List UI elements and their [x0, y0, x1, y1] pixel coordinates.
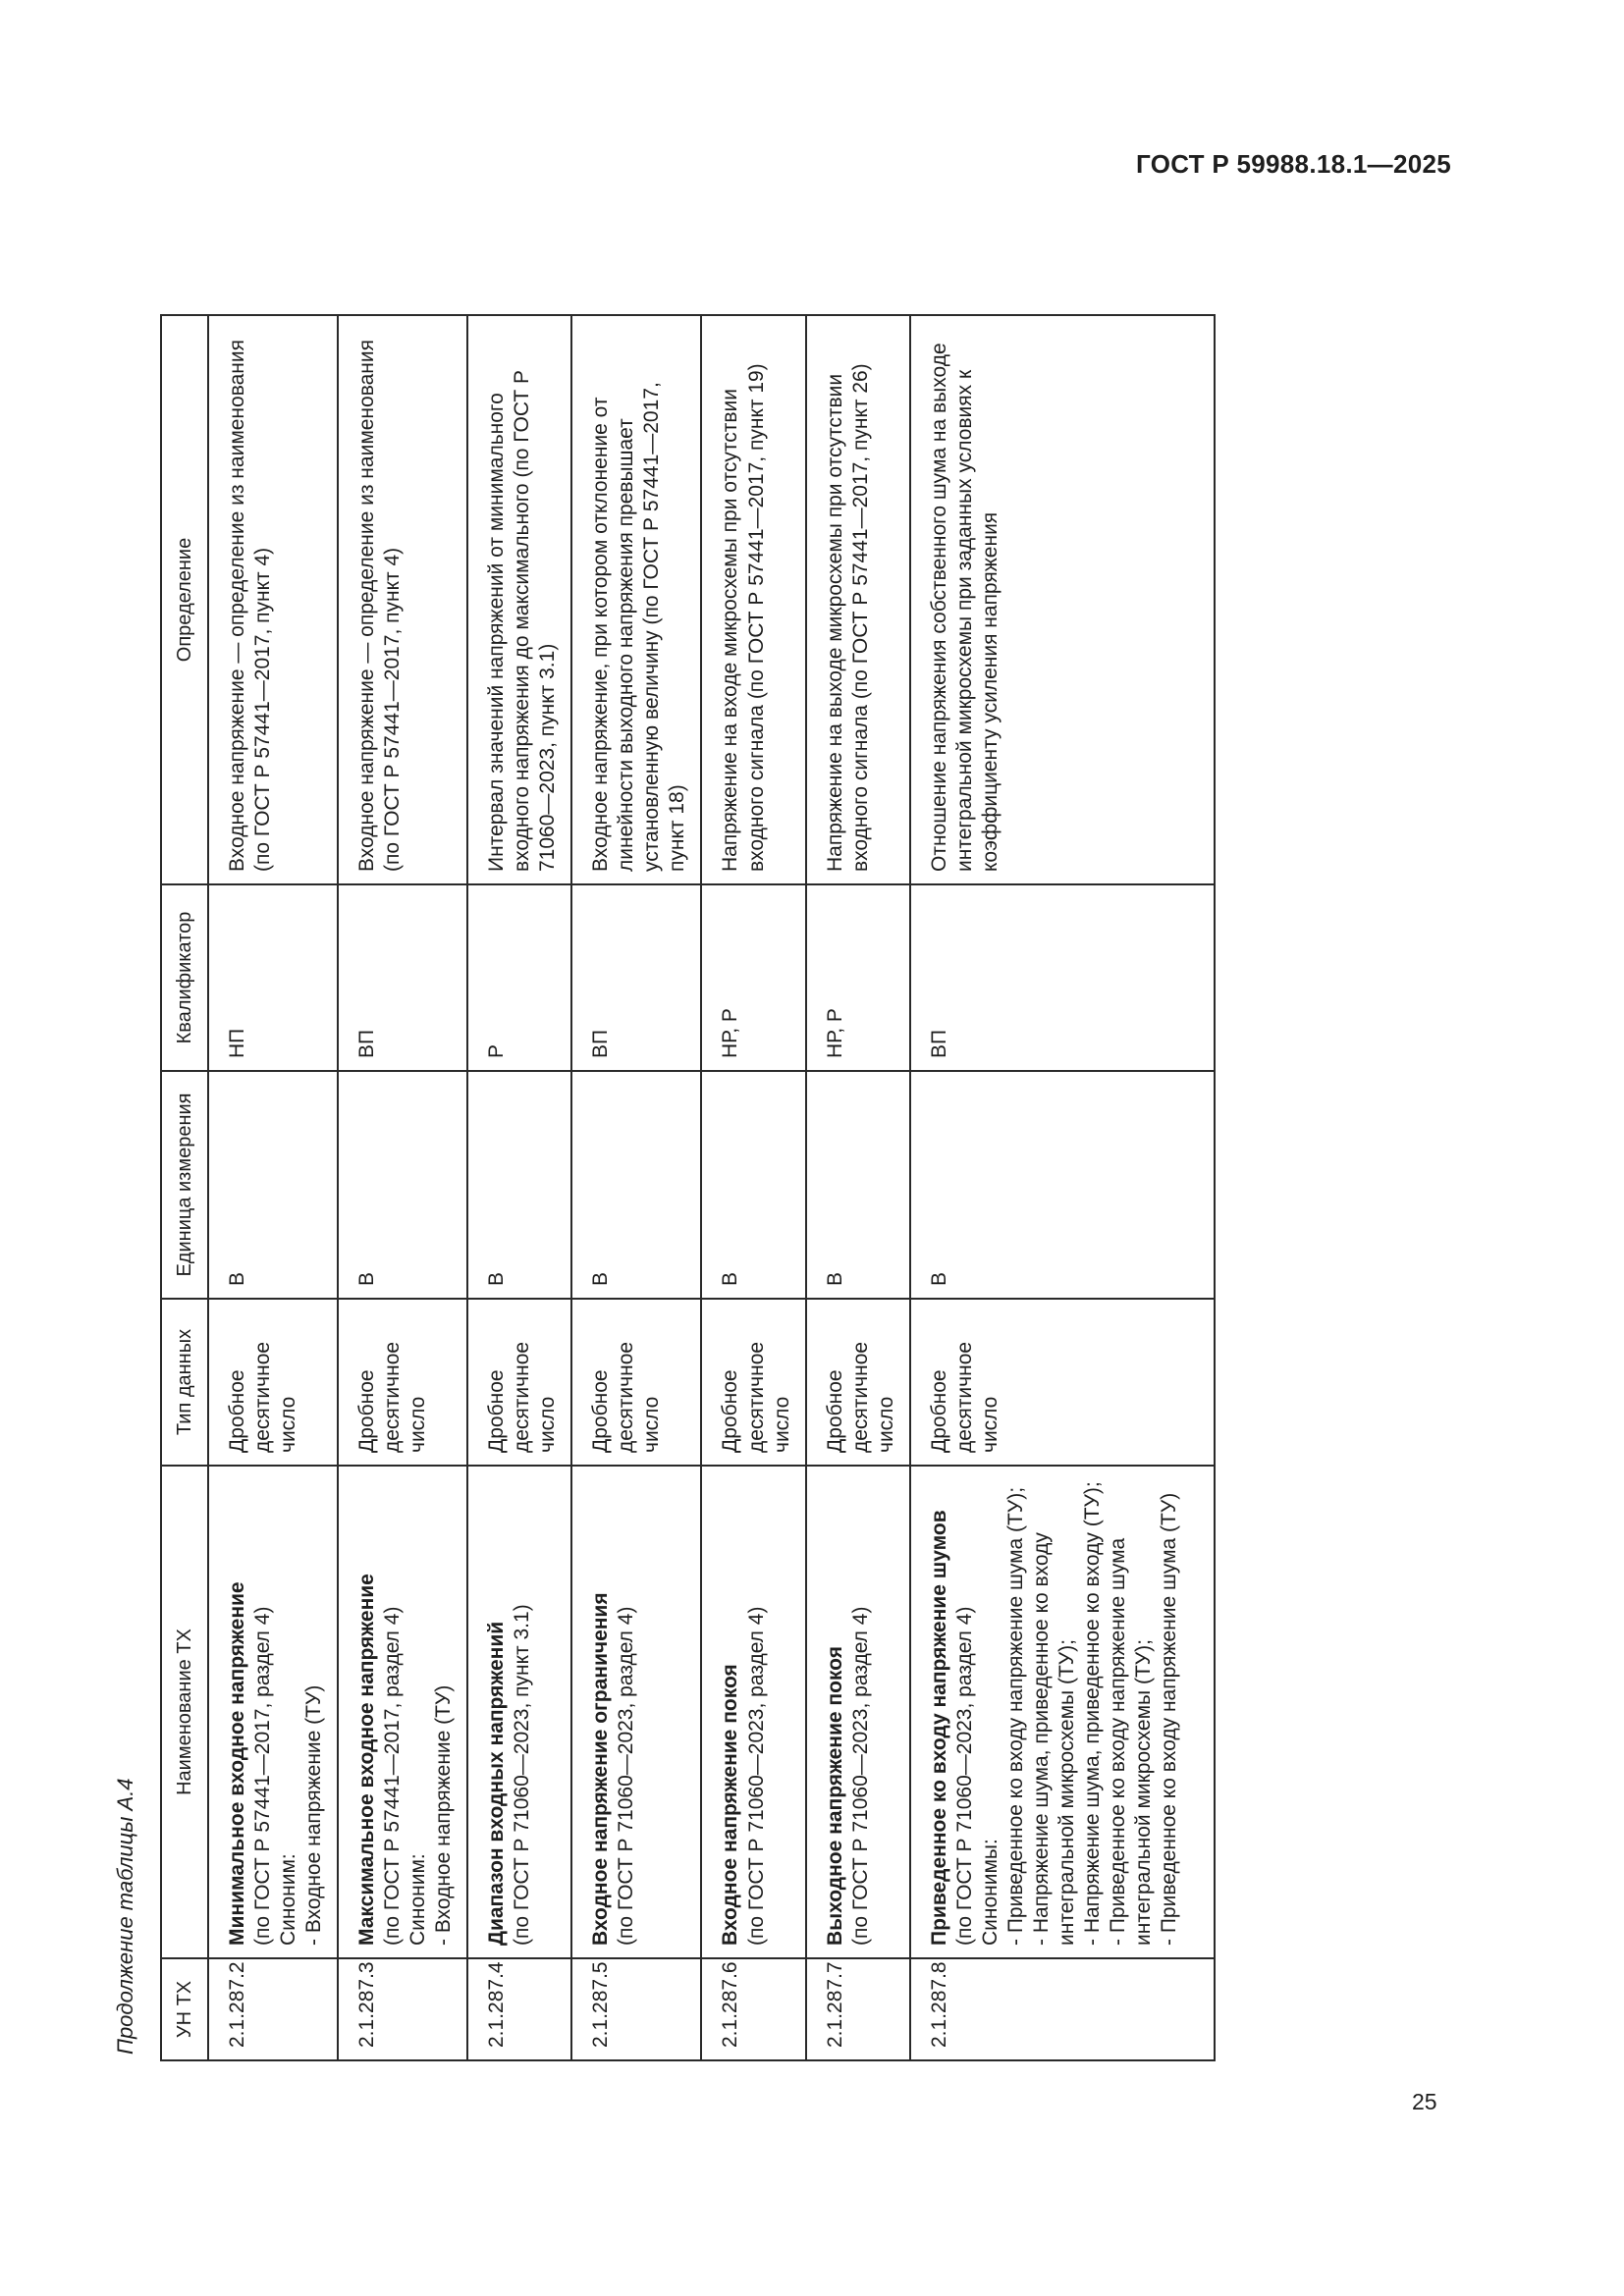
row-id-cell — [208, 1958, 338, 2060]
definition: Входное напряжение — определение из наименования (по ГОСТ Р 57441—2017, пункт 4) — [226, 339, 275, 872]
qualifier: Р — [485, 1043, 509, 1058]
qualifier: ВП — [355, 1029, 379, 1058]
definition: Интервал значений напряжений от минимального входного напряжения до максимального (по ГОСТ Р 71060—2023, пункт 3.1) — [485, 370, 560, 872]
source-reference: (по ГОСТ Р 57441—2017, раздел 4) — [251, 1606, 275, 1946]
row-id: 2.1.287.7 — [823, 1961, 846, 2048]
row-id: 2.1.287.6 — [719, 1961, 742, 2048]
characteristic-name: Выходное напряжение покоя — [823, 1646, 846, 1946]
characteristic-name: Приведенное ко входу напряжение шумов — [927, 1510, 950, 1946]
data-type-cell — [806, 1299, 910, 1466]
column-header: Квалификатор — [161, 884, 208, 1071]
definition: Напряжение на выходе микросхемы при отсутствии входного сигнала (по ГОСТ Р 57441—2017, пункт 26) — [823, 363, 872, 872]
row-id: 2.1.287.4 — [485, 1961, 509, 2048]
unit: В — [355, 1271, 379, 1286]
synonym-item: - Приведенное ко входу напряжение шума (ТУ); — [1003, 1486, 1027, 1946]
characteristics-table — [160, 314, 1216, 2061]
definition-cell — [467, 315, 571, 884]
row-id: 2.1.287.5 — [589, 1961, 613, 2048]
synonyms-label: Синоним: — [277, 1853, 300, 1946]
data-type: Дробное десятичное число — [485, 1341, 560, 1453]
unit-cell — [467, 1071, 571, 1299]
table-row — [338, 315, 467, 2060]
table-row — [701, 315, 805, 2060]
unit-cell — [701, 1071, 805, 1299]
definition: Входное напряжение, при котором отклонение от линейности выходного напряжения превышает установленную величину (по ГОСТ Р 57441—2017, пункт 18) — [589, 382, 689, 872]
source-reference: (по ГОСТ Р 57441—2017, раздел 4) — [381, 1606, 405, 1946]
synonym-item: - Напряжение шума, приведенное ко входу интегральной микросхемы (ТУ); — [1029, 1532, 1078, 1946]
rotated-content — [106, 233, 1422, 2102]
data-type-cell — [571, 1299, 701, 1466]
row-id: 2.1.287.3 — [355, 1961, 379, 2048]
definition: Напряжение на входе микросхемы при отсутствии входного сигнала (по ГОСТ Р 57441—2017, пункт 19) — [719, 363, 768, 872]
table-row — [208, 315, 338, 2060]
row-id-cell — [701, 1958, 805, 2060]
unit-cell — [910, 1071, 1215, 1299]
data-type: Дробное десятичное число — [823, 1341, 897, 1453]
source-reference: (по ГОСТ Р 71060—2023, пункт 3.1) — [511, 1604, 534, 1946]
definition-cell — [338, 315, 467, 884]
synonym-item: - Приведенное ко входу напряжение шума интегральной микросхемы (ТУ); — [1106, 1537, 1155, 1946]
qualifier: НР, Р — [719, 1008, 742, 1058]
name-cell — [571, 1466, 701, 1958]
characteristic-name: Входное напряжение покоя — [719, 1664, 742, 1946]
synonyms-label: Синоним: — [406, 1853, 430, 1946]
unit: В — [823, 1271, 846, 1286]
unit-cell — [806, 1071, 910, 1299]
definition-cell — [910, 315, 1215, 884]
column-header: УН ТХ — [161, 1958, 208, 2060]
source-reference: (по ГОСТ Р 71060—2023, раздел 4) — [744, 1606, 768, 1946]
qualifier: ВП — [589, 1029, 613, 1058]
data-type: Дробное десятичное число — [719, 1341, 793, 1453]
table-row — [467, 315, 571, 2060]
synonyms-label: Синонимы: — [978, 1839, 1001, 1946]
name-cell — [208, 1466, 338, 1958]
qualifier-cell — [806, 884, 910, 1071]
table-row — [806, 315, 910, 2060]
synonym-item: - Входное напряжение (ТУ) — [432, 1684, 456, 1946]
synonym-item: - Входное напряжение (ТУ) — [302, 1684, 326, 1946]
table-row — [571, 315, 701, 2060]
source-reference: (по ГОСТ Р 71060—2023, раздел 4) — [952, 1606, 976, 1946]
qualifier-cell — [467, 884, 571, 1071]
data-type-cell — [701, 1299, 805, 1466]
characteristic-name: Входное напряжение ограничения — [589, 1592, 613, 1946]
table-body — [208, 315, 1215, 2060]
page-number: 25 — [1412, 2089, 1437, 2114]
qualifier-cell — [208, 884, 338, 1071]
unit: В — [485, 1271, 509, 1286]
qualifier: НР, Р — [823, 1008, 846, 1058]
unit: В — [226, 1271, 248, 1286]
source-reference: (по ГОСТ Р 71060—2023, раздел 4) — [615, 1606, 638, 1946]
data-type-cell — [208, 1299, 338, 1466]
qualifier: ВП — [927, 1029, 950, 1058]
row-id: 2.1.287.8 — [927, 1961, 950, 2048]
name-cell — [467, 1466, 571, 1958]
unit-cell — [338, 1071, 467, 1299]
unit: В — [719, 1271, 742, 1286]
data-type-cell — [338, 1299, 467, 1466]
name-cell — [701, 1466, 805, 1958]
table-header-row — [161, 315, 208, 2060]
row-id-cell — [571, 1958, 701, 2060]
column-header: Наименование ТХ — [161, 1466, 208, 1958]
synonym-item: - Приведенное ко входу напряжение шума (ТУ) — [1157, 1492, 1180, 1946]
unit: В — [927, 1271, 950, 1286]
characteristic-name: Диапазон входных напряжений — [485, 1621, 509, 1946]
definition-cell — [701, 315, 805, 884]
unit-cell — [571, 1071, 701, 1299]
name-cell — [338, 1466, 467, 1958]
characteristic-name: Минимальное входное напряжение — [226, 1581, 248, 1946]
qualifier-cell — [571, 884, 701, 1071]
definition-cell — [571, 315, 701, 884]
row-id: 2.1.287.2 — [226, 1961, 248, 2048]
column-header: Определение — [161, 315, 208, 884]
data-type: Дробное десятичное число — [589, 1341, 664, 1453]
qualifier: НП — [226, 1028, 248, 1058]
definition: Входное напряжение — определение из наименования (по ГОСТ Р 57441—2017, пункт 4) — [355, 339, 405, 872]
row-id-cell — [338, 1958, 467, 2060]
qualifier-cell — [338, 884, 467, 1071]
row-id-cell — [467, 1958, 571, 2060]
data-type-cell — [467, 1299, 571, 1466]
table-caption: Продолжение таблицы А.4 — [113, 1778, 137, 2055]
row-id-cell — [806, 1958, 910, 2060]
source-reference: (по ГОСТ Р 71060—2023, раздел 4) — [848, 1606, 872, 1946]
name-cell — [806, 1466, 910, 1958]
data-type: Дробное десятичное число — [355, 1341, 430, 1453]
definition-cell — [806, 315, 910, 884]
document-id: ГОСТ Р 59988.18.1—2025 — [1136, 149, 1451, 179]
data-type: Дробное десятичное число — [927, 1341, 1001, 1453]
row-id-cell — [910, 1958, 1215, 2060]
characteristic-name: Максимальное входное напряжение — [355, 1574, 379, 1946]
qualifier-cell — [701, 884, 805, 1071]
table-row — [910, 315, 1215, 2060]
synonym-item: - Напряжение шума, приведенное ко входу (ТУ); — [1080, 1481, 1104, 1946]
name-cell — [910, 1466, 1215, 1958]
definition-cell — [208, 315, 338, 884]
unit: В — [589, 1271, 613, 1286]
qualifier-cell — [910, 884, 1215, 1071]
data-type-cell — [910, 1299, 1215, 1466]
unit-cell — [208, 1071, 338, 1299]
column-header: Тип данных — [161, 1299, 208, 1466]
definition: Отношение напряжения собственного шума на выходе интегральной микросхемы при заданных условиях к коэффициенту усиления напряжения — [927, 343, 1001, 872]
column-header: Единица измерения — [161, 1071, 208, 1299]
data-type: Дробное десятичное число — [226, 1341, 300, 1453]
